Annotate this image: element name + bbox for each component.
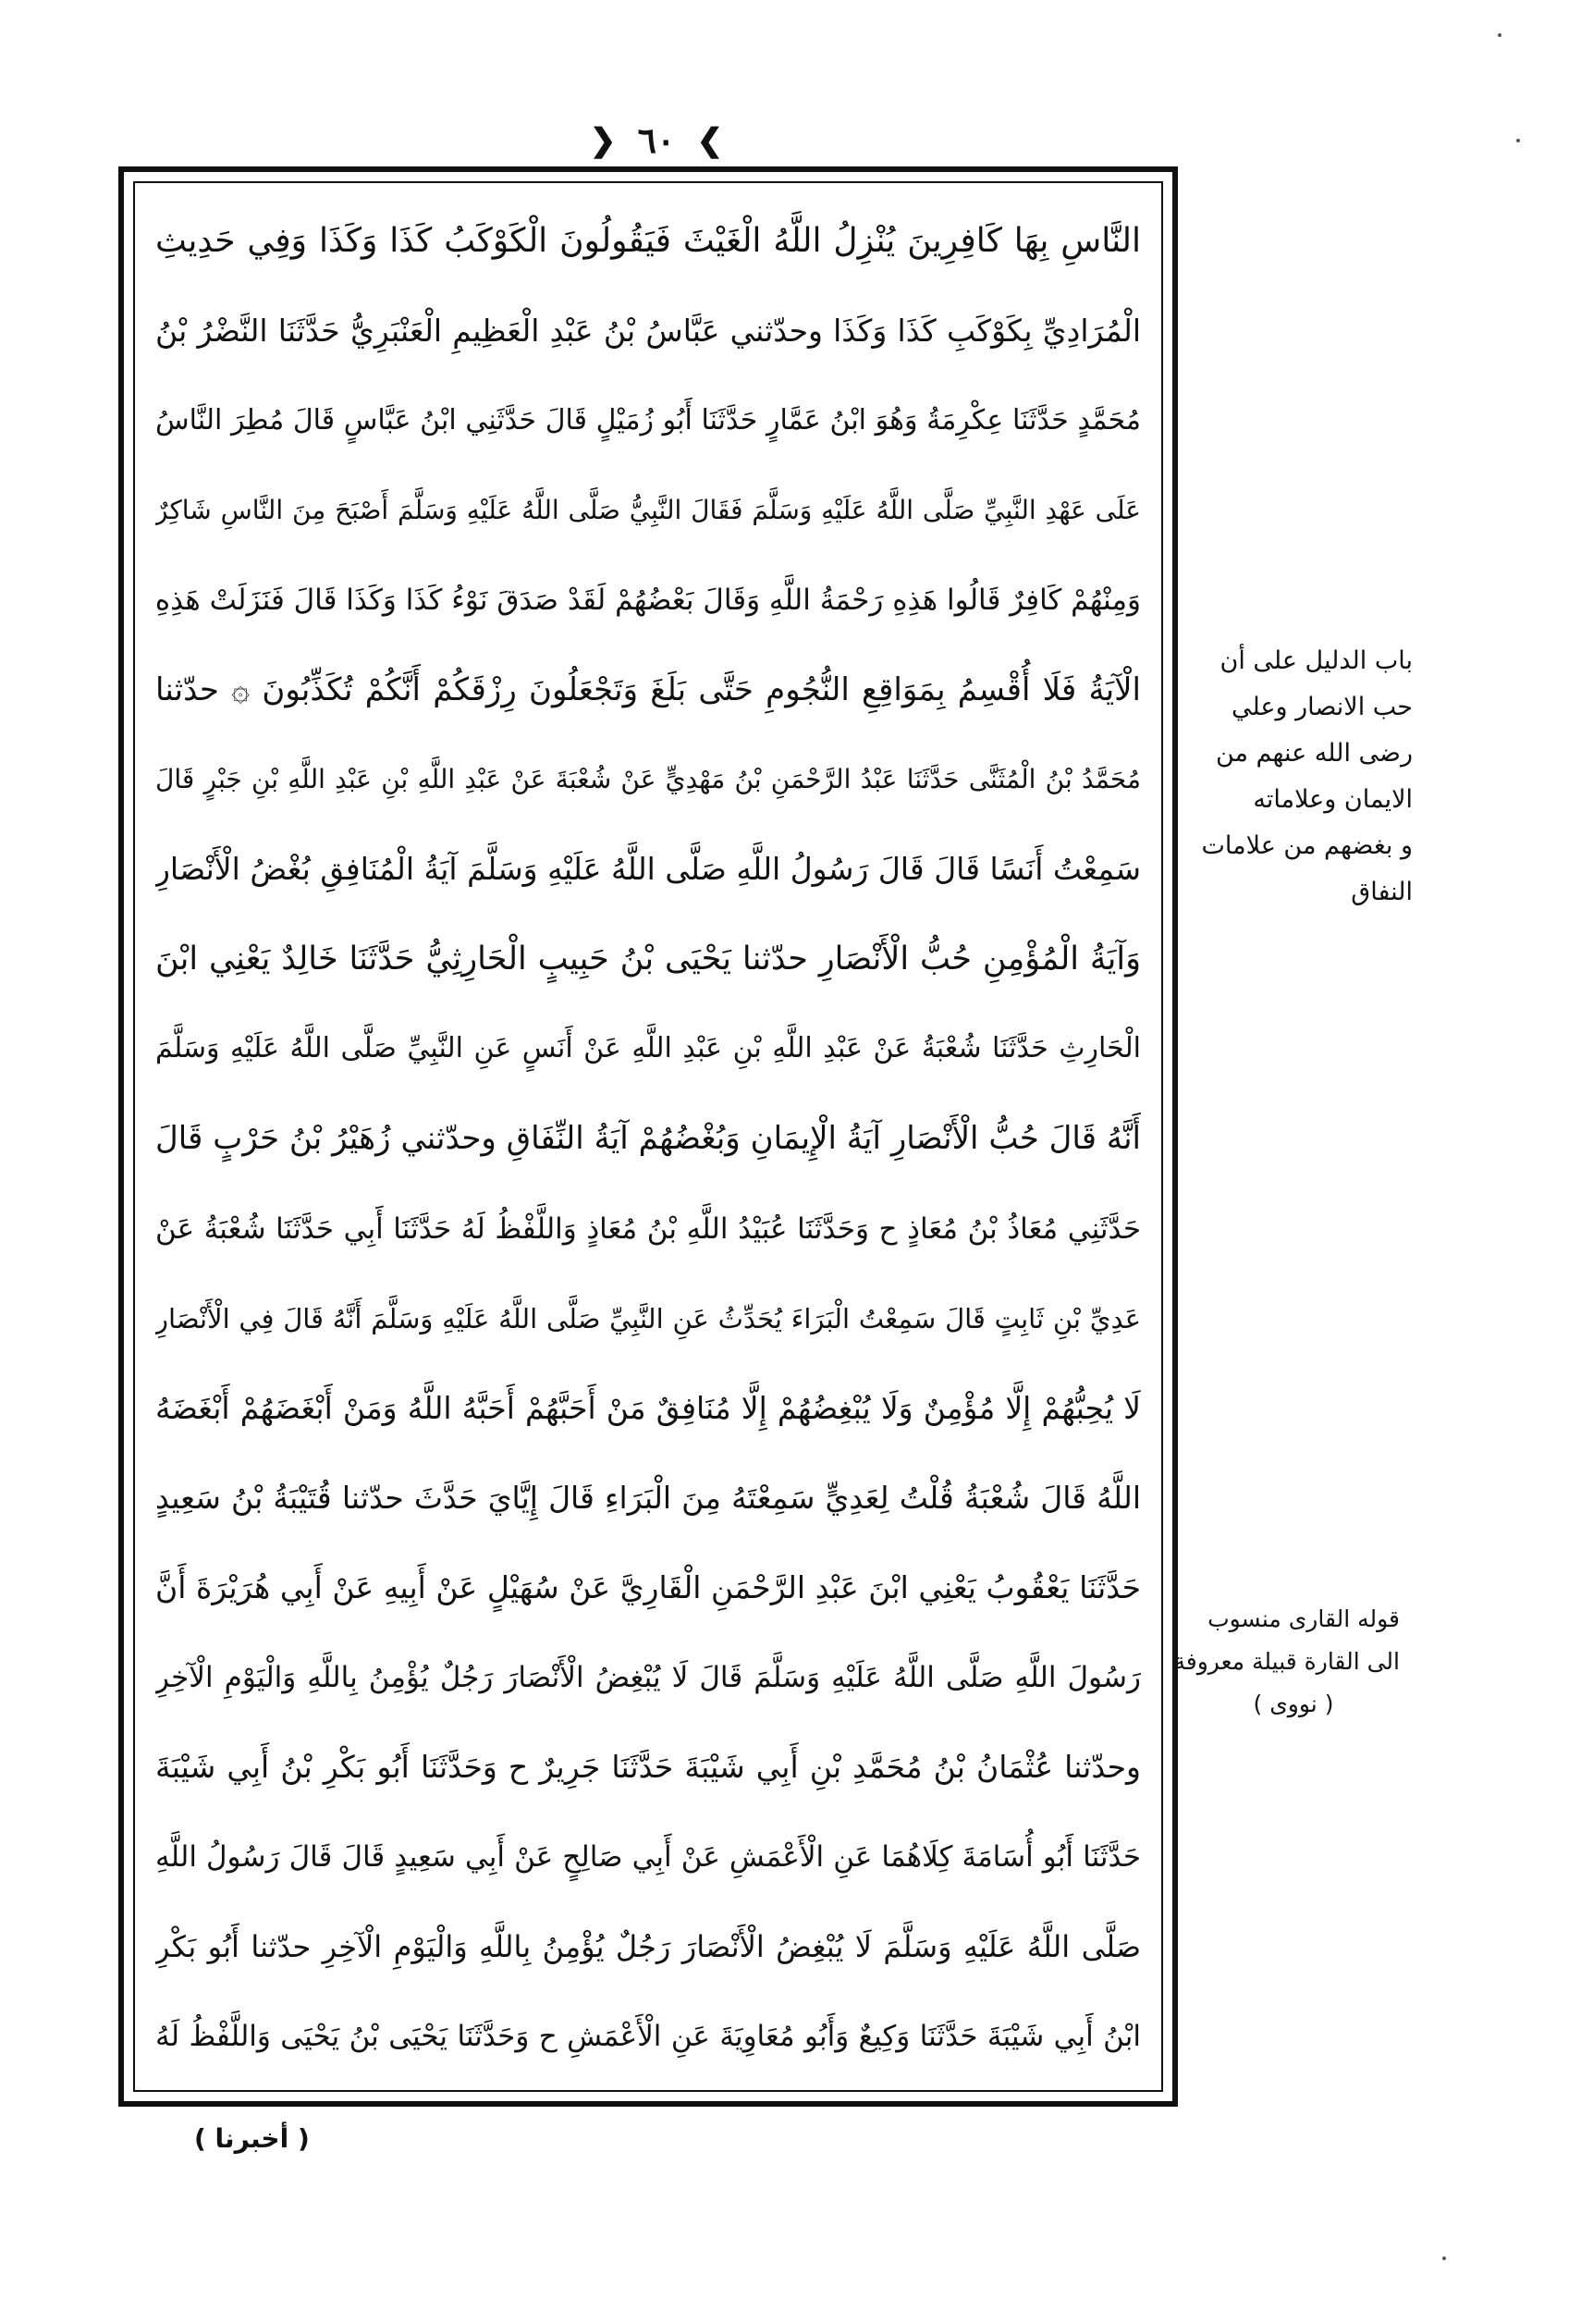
text-line: مُحَمَّدُ بْنُ الْمُثَنَّى حَدَّثَنَا عَبْدُ الرَّحْمَنِ بْنُ مَهْدِيٍّ عَنْ شُعْبَةَ عَنْ عَبْدِ اللَّهِ بْنِ عَبْدِ اللَّهِ بْنِ جَبْرٍ قَالَ <box>155 764 1141 795</box>
text-line: سَمِعْتُ أَنَسًا قَالَ قَالَ رَسُولُ اللَّهِ صَلَّى اللَّهُ عَلَيْهِ وَسَلَّمَ آيَةُ الْمُنَافِقِ بُغْضُ الْأَنْصَارِ <box>155 851 1141 888</box>
text-line: مُحَمَّدٍ حَدَّثَنَا عِكْرِمَةُ وَهُوَ ابْنُ عَمَّارٍ حَدَّثَنَا أَبُو زُمَيْلٍ قَالَ حَدَّثَنِي ابْنُ عَبَّاسٍ قَالَ مُطِرَ النَّاسُ <box>155 404 1141 437</box>
text-line: عَدِيِّ بْنِ ثَابِتٍ قَالَ سَمِعْتُ الْبَرَاءَ يُحَدِّثُ عَنِ النَّبِيِّ صَلَّى اللَّهُ عَلَيْهِ وَسَلَّمَ أَنَّهُ قَالَ فِي الْأَنْصَارِ <box>155 1302 1141 1334</box>
note-line: و بغضهم من علامات <box>1201 831 1413 860</box>
page-number <box>555 109 758 165</box>
text-line: ابْنُ أَبِي شَيْبَةَ حَدَّثَنَا وَكِيعٌ وَأَبُو مُعَاوِيَةَ عَنِ الْأَعْمَشِ ح وَحَدَّثَنَا يَحْيَى بْنُ يَحْيَى وَاللَّفْظُ لَهُ <box>155 2019 1141 2053</box>
note-line: رضى الله عنهم من <box>1215 739 1413 768</box>
text-line: الْحَارِثِ حَدَّثَنَا شُعْبَةُ عَنْ عَبْدِ اللَّهِ بْنِ عَبْدِ اللَّهِ عَنْ أَنَسٍ عَنِ النَّبِيِّ صَلَّى اللَّهُ عَلَيْهِ وَسَلَّمَ <box>155 1032 1141 1065</box>
text-line: حَدَّثَنَا أَبُو أُسَامَةَ كِلَاهُمَا عَنِ الْأَعْمَشِ عَنْ أَبِي صَالِحٍ عَنْ أَبِي سَعِيدٍ قَالَ قَالَ رَسُولُ اللَّهِ <box>155 1839 1141 1874</box>
text-line: حَدَّثَنِي مُعَاذُ بْنُ مُعَاذٍ ح وَحَدَّثَنَا عُبَيْدُ اللَّهِ بْنُ مُعَاذٍ وَاللَّفْظُ لَهُ حَدَّثَنَا أَبِي حَدَّثَنَا شُعْبَةُ عَنْ <box>155 1211 1141 1246</box>
note-line: ( نووى ) <box>1253 1691 1334 1717</box>
catchword: ( أخبرنا ) <box>194 2123 310 2154</box>
text-line: وحدّثنا عُثْمَانُ بْنُ مُحَمَّدِ بْنِ أَبِي شَيْبَةَ حَدَّثَنَا جَرِيرٌ ح وَحَدَّثَنَا أَبُو بَكْرِ بْنُ أَبِي شَيْبَةَ <box>155 1748 1141 1785</box>
text-line: الْمُرَادِيِّ بِكَوْكَبِ كَذَا وَكَذَا وحدّثني عَبَّاسُ بْنُ عَبْدِ الْعَظِيمِ الْعَنْبَرِيُّ حَدَّثَنَا النَّضْرُ بْنُ <box>155 313 1141 350</box>
text-line: رَسُولَ اللَّهِ صَلَّى اللَّهُ عَلَيْهِ وَسَلَّمَ قَالَ لَا يُبْغِضُ الْأَنْصَارَ رَجُلٌ يُؤْمِنُ بِاللَّهِ وَالْيَوْمِ الْآخِرِ <box>155 1660 1141 1694</box>
note-line: الى القارة قبيلة معروفة <box>1173 1648 1400 1675</box>
page-number-label: ٦٠ <box>637 118 676 161</box>
chapter-heading-note <box>1191 638 1413 916</box>
note-line: حب الانصار وعلي <box>1231 693 1413 721</box>
note-line: الايمان وعلاماته <box>1253 785 1413 814</box>
text-frame <box>118 166 1178 2107</box>
text-line: وَمِنْهُمْ كَافِرٌ قَالُوا هَذِهِ رَحْمَةُ اللَّهِ وَقَالَ بَعْضُهُمْ لَقَدْ صَدَقَ نَوْءُ كَذَا وَكَذَا قَالَ فَنَزَلَتْ هَذِهِ <box>155 584 1141 618</box>
main-text-block <box>155 196 1141 2081</box>
qari-footnote <box>1173 1598 1400 1726</box>
scan-speck <box>1442 2256 1446 2260</box>
text-line: وَآيَةُ الْمُؤْمِنِ حُبُّ الْأَنْصَارِ حدّثنا يَحْيَى بْنُ حَبِيبٍ الْحَارِثِيُّ حَدَّثَنَا خَالِدٌ يَعْنِي ابْنَ <box>155 941 1141 978</box>
note-line: قوله القارى منسوب <box>1207 1605 1400 1632</box>
text-line: صَلَّى اللَّهُ عَلَيْهِ وَسَلَّمَ لَا يُبْغِضُ الْأَنْصَارَ رَجُلٌ يُؤْمِنُ بِاللَّهِ وَالْيَوْمِ الْآخِرِ حدّثنا أَبُو بَكْرِ <box>155 1928 1141 1964</box>
text-line: لَا يُحِبُّهُمْ إِلَّا مُؤْمِنٌ وَلَا يُبْغِضُهُمْ إِلَّا مُنَافِقٌ مَنْ أَحَبَّهُمْ أَحَبَّهُ اللَّهُ وَمَنْ أَبْغَضَهُمْ أَبْغَضَهُ <box>155 1389 1141 1426</box>
text-line: حَدَّثَنَا يَعْقُوبُ يَعْنِي ابْنَ عَبْدِ الرَّحْمَنِ الْقَارِيَّ عَنْ سُهَيْلٍ عَنْ أَبِيهِ عَنْ أَبِي هُرَيْرَةَ أَنَّ <box>155 1568 1141 1605</box>
text-frame-inner <box>133 181 1163 2092</box>
text-line: النَّاسِ بِهَا كَافِرِينَ يُنْزِلُ اللَّهُ الْغَيْثَ فَيَقُولُونَ الْكَوْكَبُ كَذَا وَكَذَا وَفِي حَدِيثِ <box>155 222 1141 260</box>
text-line: أَنَّهُ قَالَ حُبُّ الْأَنْصَارِ آيَةُ الْإِيمَانِ وَبُغْضُهُمْ آيَةُ النِّفَاقِ وحدّثني زُهَيْرُ بْنُ حَرْبٍ قَالَ <box>155 1120 1141 1158</box>
ornament-left-icon: ❮ <box>696 121 724 159</box>
note-line: النفاق <box>1351 878 1413 906</box>
ornament-right-icon: ❯ <box>589 121 617 159</box>
text-line: عَلَى عَهْدِ النَّبِيِّ صَلَّى اللَّهُ عَلَيْهِ وَسَلَّمَ فَقَالَ النَّبِيُّ صَلَّى اللَّهُ عَلَيْهِ وَسَلَّمَ أَصْبَحَ مِنَ النَّاسِ شَاكِرٌ <box>155 495 1141 526</box>
scan-speck <box>1498 33 1501 37</box>
text-line: اللَّهُ قَالَ شُعْبَةُ قُلْتُ لِعَدِيٍّ سَمِعْتَهُ مِنَ الْبَرَاءِ قَالَ إِيَّايَ حَدَّثَ حدّثنا قُتَيْبَةُ بْنُ سَعِيدٍ <box>155 1479 1141 1516</box>
text-line: الْآيَةُ فَلَا أُقْسِمُ بِمَوَاقِعِ النُّجُومِ حَتَّى بَلَغَ وَتَجْعَلُونَ رِزْقَكُمْ أَنَّكُمْ تُكَذِّبُونَ ۞ حدّثنا <box>155 671 1141 709</box>
scan-speck <box>1516 139 1520 142</box>
note-line: باب الدليل على أن <box>1219 646 1413 675</box>
